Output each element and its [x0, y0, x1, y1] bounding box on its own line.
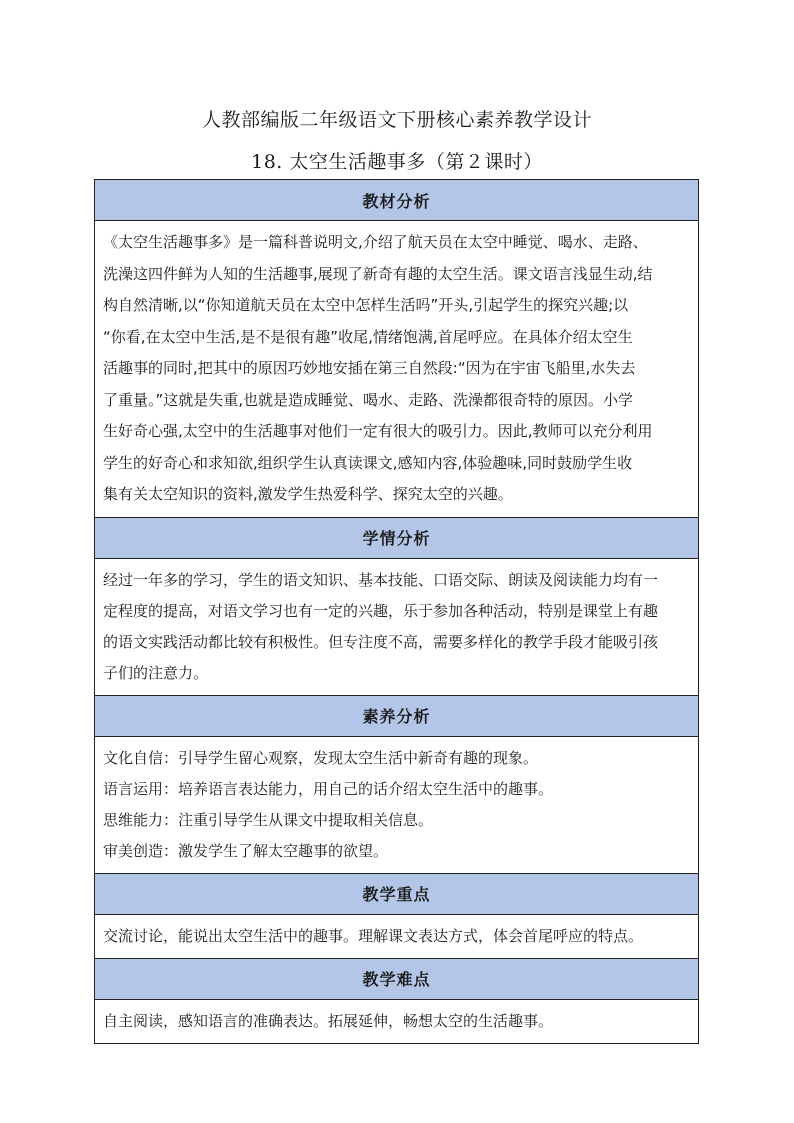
- section-body-teaching-difficulty: [95, 999, 699, 1043]
- section-header-row: [95, 180, 699, 221]
- paragraph-line: 洗澡这四件鲜为人知的生活趣事,展现了新奇有趣的太空生活。课文语言浅显生动,结: [103, 264, 653, 283]
- paragraph-line: 生好奇心强,太空中的生活趣事对他们一定有很大的吸引力。因此,教师可以充分利用: [103, 422, 653, 440]
- competency-item: 思维能力：注重引导学生从课文中提取相关信息。: [103, 810, 434, 829]
- paragraph-line: 学生的好奇心和求知欲,组织学生认真读课文,感知内容,体验趣味,同时鼓励学生收: [103, 453, 633, 472]
- document-title: 人教部编版二年级语文下册核心素养教学设计: [201, 109, 592, 131]
- paragraph-line: 自主阅读，感知语言的准确表达。拓展延伸，畅想太空的生活趣事。: [103, 1011, 554, 1030]
- paragraph-line: 定程度的提高，对语文学习也有一定的兴趣，乐于参加各种活动，特别是课堂上有趣: [103, 601, 659, 620]
- section-body-row: [95, 736, 699, 873]
- paragraph-line: 的语文实践活动都比较有积极性。但专注度不高，需要多样化的教学手段才能吸引孩: [103, 632, 659, 651]
- paragraph-line: 经过一年多的学习，学生的语文知识、基本技能、口语交际、朗读及阅读能力均有一: [103, 570, 659, 589]
- competency-item: 语言运用：培养语言表达能力，用自己的话介绍太空生活中的趣事。: [103, 779, 554, 798]
- section-heading-competency-analysis: 素养分析: [95, 695, 699, 736]
- paragraph-line: 子们的注意力。: [103, 663, 209, 682]
- section-body-row: [95, 558, 699, 695]
- section-heading-textbook-analysis: 教材分析: [95, 180, 699, 221]
- section-body-row: [95, 914, 699, 958]
- section-body-textbook-analysis: [95, 221, 699, 518]
- lesson-plan-table: [94, 179, 699, 1044]
- section-heading-teaching-focus: 教学重点: [95, 873, 699, 914]
- paragraph-line: 《太空生活趣事多》是一篇科普说明文,介绍了航天员在太空中睡觉、喝水、走路、: [103, 233, 648, 251]
- section-header-row: [95, 873, 699, 914]
- section-body-competency-analysis: [95, 736, 699, 873]
- section-heading-learner-analysis: 学情分析: [95, 517, 699, 558]
- section-heading-teaching-difficulty: 教学难点: [95, 958, 699, 999]
- section-header-row: [95, 958, 699, 999]
- paragraph-line: “你看,在太空中生活,是不是很有趣”收尾,情绪饱满,首尾呼应。在具体介绍太空生: [103, 327, 633, 346]
- section-body-learner-analysis: [95, 558, 699, 695]
- section-body-row: [95, 999, 699, 1043]
- paragraph-line: 交流讨论，能说出太空生活中的趣事。理解课文表达方式，体会首尾呼应的特点。: [103, 926, 644, 945]
- section-header-row: [95, 517, 699, 558]
- lesson-subtitle: 18. 太空生活趣事多（第２课时）: [251, 151, 543, 173]
- paragraph-line: 集有关太空知识的资料,激发学生热爱科学、探究太空的兴趣。: [103, 485, 513, 503]
- competency-item: 文化自信：引导学生留心观察，发现太空生活中新奇有趣的现象。: [103, 748, 539, 767]
- competency-item: 审美创造：激发学生了解太空趣事的欲望。: [103, 841, 389, 860]
- paragraph-line: 活趣事的同时,把其中的原因巧妙地安插在第三自然段:“因为在宇宙飞船里,水失去: [103, 359, 636, 377]
- section-header-row: [95, 695, 699, 736]
- section-body-row: [95, 221, 699, 518]
- paragraph-line: 了重量。”这就是失重,也就是造成睡觉、喝水、走路、洗澡都很奇特的原因。小学: [103, 390, 634, 409]
- section-body-teaching-focus: [95, 914, 699, 958]
- paragraph-line: 构自然清晰,以“你知道航天员在太空中怎样生活吗”开头,引起学生的探究兴趣;以: [103, 296, 629, 314]
